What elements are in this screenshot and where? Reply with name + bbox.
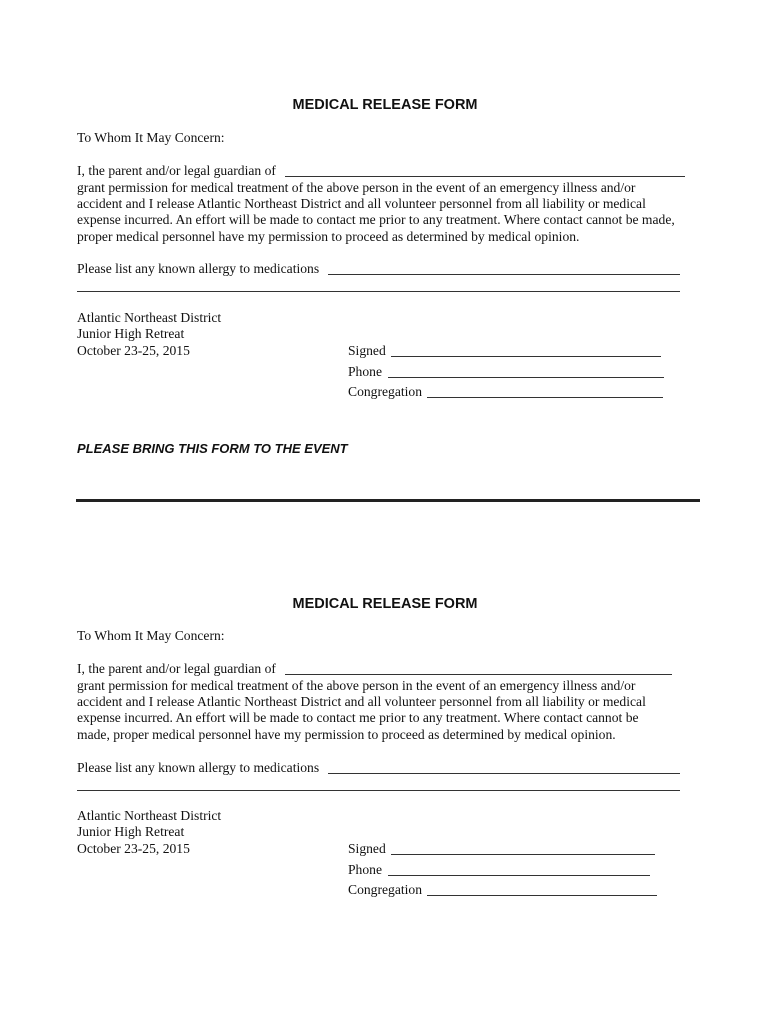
- form2-phone-line[interactable]: [388, 875, 650, 876]
- form1-org-line-3: October 23-25, 2015: [77, 343, 190, 358]
- form2-signed-label: Signed: [348, 841, 386, 856]
- form1-org-line-2: Junior High Retreat: [77, 326, 185, 341]
- form2-guardian-label: I, the parent and/or legal guardian of: [77, 661, 276, 676]
- form2-body-line-1: grant permission for medical treatment of the above person in the event of an emergency illness and/or: [77, 678, 636, 693]
- form2-body-line-2: accident and I release Atlantic Northeast District and all volunteer personnel from all liability or medical: [77, 694, 646, 709]
- form1-guardian-label: I, the parent and/or legal guardian of: [77, 163, 276, 178]
- form2-congregation-label: Congregation: [348, 882, 422, 897]
- form1-allergy-line-2[interactable]: [77, 291, 680, 292]
- form1-body-line-1: grant permission for medical treatment of the above person in the event of an emergency illness and/or: [77, 180, 636, 195]
- form1-title: MEDICAL RELEASE FORM: [292, 97, 478, 113]
- form1-allergy-line[interactable]: [328, 274, 680, 275]
- form2-salutation: To Whom It May Concern:: [77, 628, 225, 643]
- form1-phone-line[interactable]: [388, 377, 664, 378]
- form2-phone-label: Phone: [348, 862, 382, 877]
- form1-congregation-label: Congregation: [348, 384, 422, 399]
- form2-title: MEDICAL RELEASE FORM: [292, 596, 478, 612]
- form1-body-line-3: expense incurred. An effort will be made to contact me prior to any treatment. Where contact cannot be made,: [77, 212, 675, 227]
- form2-signature-line[interactable]: [391, 854, 655, 855]
- form1-allergy-label: Please list any known allergy to medications: [77, 261, 320, 276]
- form1-org-line-1: Atlantic Northeast District: [77, 310, 222, 325]
- form2-body-line-4: made, proper medical personnel have my permission to proceed as determined by medical opinion.: [77, 727, 616, 742]
- form1-salutation: To Whom It May Concern:: [77, 130, 225, 145]
- form1-phone-label: Phone: [348, 364, 382, 379]
- form1-congregation-line[interactable]: [427, 397, 663, 398]
- section-divider: [76, 499, 700, 502]
- form2-allergy-label: Please list any known allergy to medications: [77, 760, 320, 775]
- form2-allergy-line[interactable]: [328, 773, 680, 774]
- form2-congregation-line[interactable]: [427, 895, 657, 896]
- form2-org-line-2: Junior High Retreat: [77, 824, 185, 839]
- form2-body-line-3: expense incurred. An effort will be made to contact me prior to any treatment. Where contact cannot be: [77, 710, 639, 725]
- form1-body-line-2: accident and I release Atlantic Northeast District and all volunteer personnel from all liability or medical: [77, 196, 646, 211]
- form1-guardian-name-line[interactable]: [285, 176, 685, 177]
- form2-org-line-1: Atlantic Northeast District: [77, 808, 222, 823]
- form2-guardian-name-line[interactable]: [285, 674, 672, 675]
- form2-org-line-3: October 23-25, 2015: [77, 841, 190, 856]
- form1-signed-label: Signed: [348, 343, 386, 358]
- bring-form-notice: PLEASE BRING THIS FORM TO THE EVENT: [77, 441, 348, 456]
- form1-signature-line[interactable]: [391, 356, 661, 357]
- form2-allergy-line-2[interactable]: [77, 790, 680, 791]
- form1-body-line-4: proper medical personnel have my permission to proceed as determined by medical opinion.: [77, 229, 580, 244]
